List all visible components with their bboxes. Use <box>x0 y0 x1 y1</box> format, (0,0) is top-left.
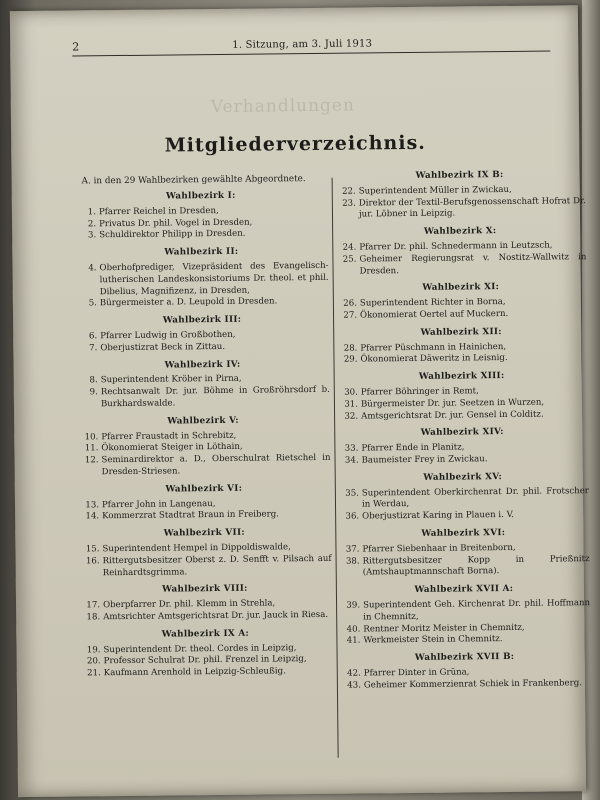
entry-text: Bürgermeister Dr. jur. Seetzen in Wurzen, <box>360 397 545 410</box>
member-entry <box>79 666 333 680</box>
district-heading: Wahlbezirk XII: <box>420 326 502 338</box>
member-entry <box>335 352 587 366</box>
member-entry <box>337 486 589 512</box>
entry-number: 7. <box>89 343 98 354</box>
district-heading: Wahlbezirk XVI: <box>421 527 506 539</box>
district-heading: Wahlbezirk XVII A: <box>414 584 514 596</box>
entry-number: 5. <box>88 298 97 309</box>
member-entry <box>335 308 587 322</box>
entry-number: 30. <box>344 387 358 398</box>
entry-number: 8. <box>89 375 98 386</box>
member-entry <box>339 678 591 692</box>
entry-number: 12. <box>84 455 99 466</box>
entry-number: 18. <box>86 612 101 623</box>
entry-number: 11. <box>84 443 99 454</box>
entry-text: Geheimer Kommerzienrat Schiek in Frankenberg. <box>363 677 583 691</box>
district-heading: Wahlbezirk VIII: <box>162 584 248 595</box>
entry-text: Ökonomierat Steiger in Löthain, <box>101 442 243 454</box>
member-entry <box>338 598 590 624</box>
member-entry <box>334 196 586 222</box>
member-entry <box>337 509 589 523</box>
entry-text: Superintendent Hempel in Dippoldiswalde, <box>102 542 291 555</box>
entry-number: 16. <box>85 555 100 567</box>
entry-text: Geheimer Regierungsrat v. Nostitz-Wallwitz in Dresden. <box>359 251 587 277</box>
document-page <box>10 5 591 797</box>
entry-text: Rittergutsbesitzer Oberst z. D. Senfft v. Pilsach auf Reinhardtsgrimma. <box>102 553 332 578</box>
entry-text: Pfarrer Ende in Planitz, <box>361 442 465 454</box>
entry-text: Rittergutsbesitzer Kopp in Prießnitz (Amtshauptmannschaft Borna). <box>362 553 590 578</box>
entry-number: 9. <box>89 387 98 398</box>
entry-number: 21. <box>87 668 101 679</box>
entry-number: 28. <box>343 343 358 354</box>
entry-number: 20. <box>86 656 101 667</box>
entry-number: 38. <box>345 556 360 567</box>
entry-text: Werkmeister Stein in Chemnitz. <box>363 634 503 646</box>
entry-number: 14. <box>85 511 100 522</box>
entry-text: Pfarrer John in Langenau, <box>101 498 216 510</box>
entry-text: Kaufmann Arenhold in Leipzig-Schleußig. <box>103 666 286 679</box>
member-entry <box>74 261 328 299</box>
district-heading: Wahlbezirk XIII: <box>418 371 505 383</box>
entry-number: 15. <box>85 544 100 555</box>
district-heading: Wahlbezirk XI: <box>422 282 500 294</box>
entry-text: Pfarrer Püschmann in Hainichen, <box>360 341 507 354</box>
entry-number: 42. <box>347 668 361 679</box>
entry-text: Oberhofprediger, Vizepräsident des Evangelisch-lutherischen Landeskonsistoriums Dr. theol. et phil. Dibelius, Magnifizenz, in Dresden, <box>99 260 329 297</box>
entry-text: Superintendent Geh. Kirchenrat Dr. phil. Hoffmann in Chemnitz, <box>363 598 591 623</box>
entry-text: Oberjustizrat Beck in Zittau. <box>100 341 226 353</box>
show-through-text: Verhandlungen <box>210 95 355 118</box>
district-heading: Wahlbezirk IV: <box>164 359 241 371</box>
member-entry <box>75 341 329 355</box>
entry-number: 40. <box>346 624 361 635</box>
entry-number: 26. <box>343 298 357 309</box>
district-heading: Wahlbezirk V: <box>167 415 239 427</box>
entry-text: Superintendent Richter in Borna, <box>359 297 506 309</box>
entry-number: 36. <box>345 511 360 522</box>
entry-text: Privatus Dr. phil. Vogel in Dresden, <box>99 217 253 229</box>
left-column <box>74 184 333 681</box>
member-entry <box>75 296 329 310</box>
running-head: 1. Sitzung, am 3. Juli 1913 <box>232 38 373 51</box>
entry-text: Kommerzrat Stadtrat Braun in Freiberg. <box>102 509 280 522</box>
member-entry <box>76 385 330 411</box>
entry-text: Bürgermeister a. D. Leupold in Dresden. <box>99 296 278 309</box>
entry-number: 37. <box>345 544 360 555</box>
district-heading: Wahlbezirk II: <box>164 246 239 258</box>
entry-text: Baumeister Frey in Zwickau. <box>361 454 488 466</box>
entry-number: 6. <box>88 331 98 342</box>
entry-text: Rechtsanwalt Dr. jur. Böhme in Großröhrsdorf b. Burkhardswalde. <box>100 384 330 410</box>
entry-text: Rentner Moritz Meister in Chemnitz, <box>363 622 525 634</box>
entry-text: Superintendent Oberkirchenrat Dr. phil. Frotscher in Werdau, <box>361 485 589 510</box>
district-heading: Wahlbezirk IX B: <box>415 170 504 181</box>
entry-text: Amtsrichter Amtsgerichtsrat Dr. jur. Jauck in Riesa. <box>103 609 329 623</box>
member-entry <box>334 252 586 278</box>
entry-text: Pfarrer Böhringer in Remt, <box>360 386 479 398</box>
entry-text: Oberjustizrat Karing in Plauen i. V. <box>362 510 515 522</box>
right-column <box>333 163 590 692</box>
entry-number: 2. <box>87 218 97 229</box>
entry-number: 22. <box>342 186 356 197</box>
entry-number: 25. <box>342 254 357 265</box>
entry-number: 23. <box>342 198 356 209</box>
district-heading: Wahlbezirk VI: <box>165 483 243 495</box>
district-heading: Wahlbezirk VII: <box>163 527 245 539</box>
member-entry <box>338 633 590 647</box>
entry-number: 3. <box>87 230 97 241</box>
entry-number: 19. <box>86 644 101 655</box>
district-heading: Wahlbezirk XVII B: <box>414 652 515 664</box>
member-entry <box>336 409 588 423</box>
district-heading: Wahlbezirk III: <box>162 314 242 326</box>
entry-text: Schuldirektor Philipp in Dresden. <box>99 229 246 241</box>
member-entry <box>76 453 330 479</box>
district-heading: Wahlbezirk X: <box>423 226 497 238</box>
member-entry <box>78 610 332 624</box>
entry-text: Pfarrer Dinter in Grüna, <box>363 667 470 679</box>
entry-number: 35. <box>345 488 359 499</box>
member-entry <box>77 509 331 523</box>
entry-number: 31. <box>344 399 359 410</box>
entry-number: 13. <box>85 499 100 510</box>
entry-number: 39. <box>346 600 361 611</box>
entry-text: Pfarrer Siebenhaar in Breitenborn, <box>362 542 516 555</box>
member-entry <box>78 554 332 580</box>
member-entry <box>337 453 589 467</box>
entry-text: Ökonomierat Däweritz in Leisnig. <box>360 353 508 365</box>
entry-text: Oberpfarrer Dr. phil. Klemm in Strehla, <box>103 598 276 611</box>
entry-number: 34. <box>344 455 359 466</box>
entry-text: Pfarrer Ludwig in Großbothen, <box>100 329 236 342</box>
page-number: 2 <box>72 40 80 54</box>
entry-number: 29. <box>343 354 358 366</box>
entry-number: 32. <box>344 411 359 422</box>
entry-number: 41. <box>346 635 361 646</box>
entry-number: 27. <box>343 310 358 321</box>
entry-text: Seminardirektor a. D., Oberschulrat Rietschel in Dresden-Striesen. <box>101 452 331 478</box>
entry-text: Superintendent Kröber in Pirna, <box>100 374 242 386</box>
entry-number: 1. <box>87 207 96 218</box>
page-title: Mitgliederverzeichnis. <box>164 131 426 157</box>
entry-text: Professor Schulrat Dr. phil. Frenzel in Leipzig, <box>103 654 307 667</box>
intro-line: A. in den 29 Wahlbezirken gewählte Abgeordnete. <box>81 174 306 187</box>
district-heading: Wahlbezirk XIV: <box>420 427 504 439</box>
entry-number: 10. <box>84 431 99 442</box>
district-heading: Wahlbezirk I: <box>165 190 236 202</box>
entry-text: Pfarrer Reichel in Dresden, <box>98 205 219 218</box>
entry-number: 43. <box>347 680 361 691</box>
district-heading: Wahlbezirk XV: <box>423 471 503 483</box>
entry-number: 33. <box>344 443 359 454</box>
entry-number: 24. <box>342 242 357 253</box>
member-entry <box>338 554 590 580</box>
district-heading: Wahlbezirk IX A: <box>161 628 250 640</box>
entry-text: Ökonomierat Oertel auf Muckern. <box>359 308 509 321</box>
entry-text: Pfarrer Dr. phil. Schnedermann in Leutzsch, <box>359 240 553 253</box>
entry-text: Direktor der Textil-Berufsgenossenschaft Hofrat Dr. jur. Löbner in Leipzig. <box>358 195 586 220</box>
entry-text: Amtsgerichtsrat Dr. jur. Gensel in Colditz. <box>361 409 544 422</box>
member-entry <box>74 228 328 242</box>
entry-text: Superintendent Dr. theol. Cordes in Leipzig, <box>103 642 297 655</box>
entry-text: Superintendent Müller in Zwickau, <box>358 184 512 197</box>
entry-text: Pfarrer Fraustadt in Schrebitz, <box>101 430 237 442</box>
entry-number: 4. <box>88 263 97 274</box>
entry-number: 17. <box>86 600 101 611</box>
